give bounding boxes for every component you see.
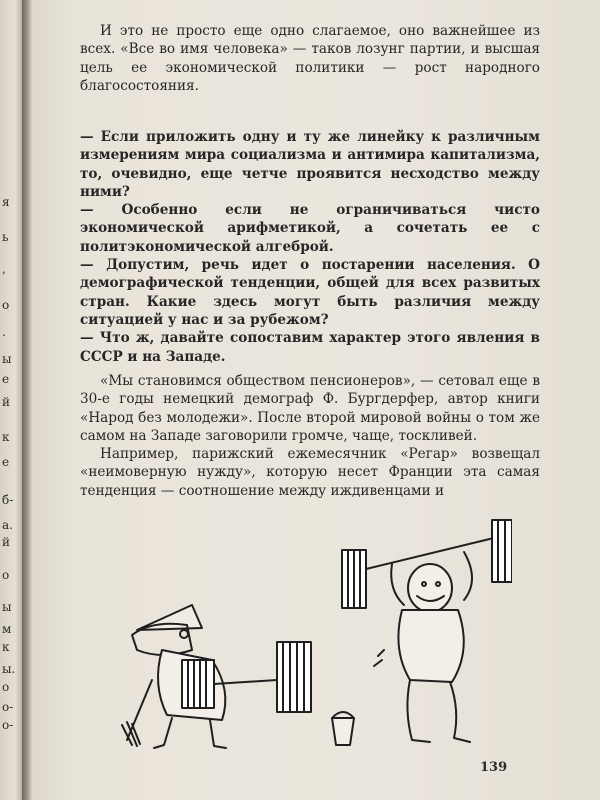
intro-paragraph: И это не просто еще одно слагаемое, оно важнейшее из всех. «Все во имя человека» — таков лозунг партии, и высшая цель ее экономической политики — рост народного благосостояния. xyxy=(80,23,540,94)
left-page-fragment: ы xyxy=(2,600,12,614)
dialogue-line-2: — Особенно если не ограничиваться чисто экономической арифметикой, а сочетать ее с политэкономической алгеброй. xyxy=(80,202,540,255)
left-page-fragment: к xyxy=(2,640,10,654)
dialogue-line-1: — Если приложить одну и ту же линейку к различным измерениям мира социализма и антимира капитализма, то, очевидно, еще четче проявится несходство между ними? xyxy=(80,129,540,200)
dialogue-block xyxy=(80,128,540,366)
body-paragraph-2: Например, парижский ежемесячник «Регар» возвещал «неимоверную нужду», которую несет Франции эта самая тенденция — соотношение между иждивенцами и xyxy=(80,446,540,499)
left-page-fragment: о- xyxy=(2,700,14,714)
book-gutter xyxy=(22,0,32,800)
dialogue-line-3: — Допустим, речь идет о постарении населения. О демографической тенденции, общей для всех развитых стран. Какие здесь могут быть различия между ситуацией у нас и за рубежом? xyxy=(80,257,540,328)
left-page-fragment: о xyxy=(2,298,10,312)
book-page xyxy=(32,0,600,800)
intro-block xyxy=(80,22,540,95)
left-page-fragment: б- xyxy=(2,493,14,507)
left-page-fragment: й xyxy=(2,535,10,549)
body-paragraph-1: «Мы становимся обществом пенсионеров», — сетовал еще в 30-е годы немецкий демограф Ф. Бургдерфер, автор книги «Народ без молодежи». После второй мировой войны о том же самом на Западе заговорили громче, чаще, тоскливей. xyxy=(80,373,540,444)
left-page-fragment: . xyxy=(2,325,6,339)
left-page-fragment: а. xyxy=(2,518,13,532)
left-page-fragment: ы xyxy=(2,352,12,366)
cartoon-illustration xyxy=(92,510,512,760)
left-page-fragment: , xyxy=(2,262,6,276)
left-page-fragment: м xyxy=(2,622,12,636)
left-page-fragment: ы. xyxy=(2,662,16,676)
adjacent-page-strip xyxy=(0,0,22,800)
left-page-fragment: я xyxy=(2,195,10,209)
left-page-fragment: к xyxy=(2,430,10,444)
left-page-fragment: о xyxy=(2,568,10,582)
left-page-fragment: о xyxy=(2,680,10,694)
left-page-fragment: й xyxy=(2,395,10,409)
page-number: 139 xyxy=(480,760,508,775)
dialogue-line-4: — Что ж, давайте сопоставим характер этого явления в СССР и на Западе. xyxy=(80,330,540,365)
left-page-fragment: е xyxy=(2,455,10,469)
left-page-fragment: ь xyxy=(2,230,9,244)
body-block xyxy=(80,372,540,500)
left-page-fragment: е xyxy=(2,372,10,386)
left-page-fragment: о- xyxy=(2,718,14,732)
